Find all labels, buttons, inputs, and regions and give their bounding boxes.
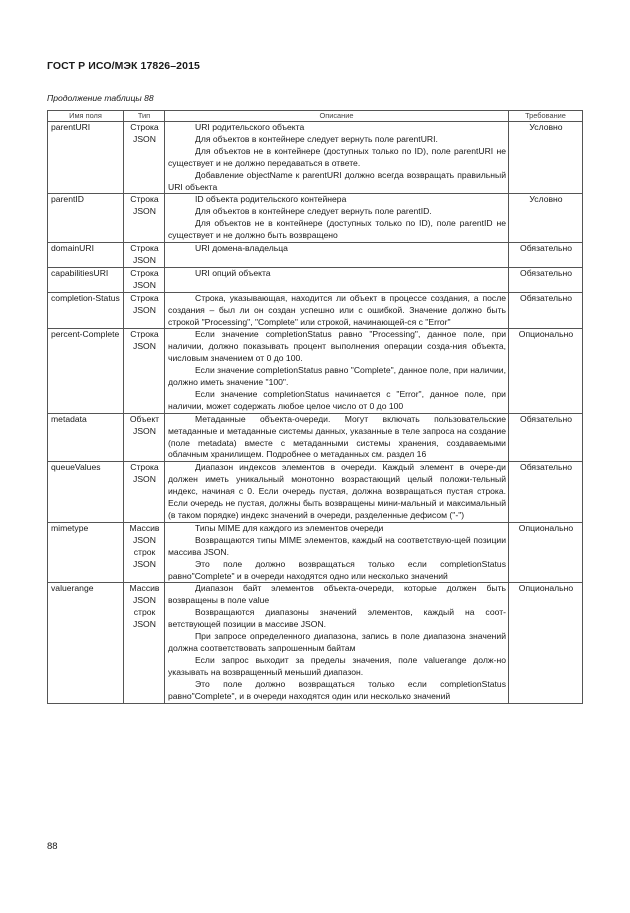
field-description-cell — [165, 329, 509, 413]
field-type-cell — [124, 292, 165, 329]
description-paragraph: Это поле должно возвращаться только если completionStatus равно"Complete", и в очереди находятся один или несколько значений — [168, 678, 506, 701]
type-line: Строка — [130, 122, 159, 132]
field-requirement-cell: Опционально — [509, 522, 583, 583]
description-paragraph: Диапазон индексов элементов в очереди. Каждый элемент в очере-ди должен иметь уникальный монотонно возрастающий целый положи-тельный индекс, начиная с 0. Если очередь пустая, должна возвращаться пустая строка. Если очередь не пустая, должны быть возвращены мини-мальный и максимальный (в таком порядке) индекс значений в очереди, разделенные дефисом ("-") — [168, 462, 506, 520]
type-line: JSON — [133, 474, 156, 485]
description-paragraph: ID объекта родительского контейнера — [195, 194, 347, 205]
description-paragraph: Для объектов в контейнере следует вернуть поле parentURI. — [195, 133, 438, 144]
type-line: JSON — [133, 133, 156, 144]
type-line: JSON — [133, 254, 156, 265]
field-type-cell — [124, 522, 165, 583]
field-description-cell — [165, 194, 509, 243]
table-row — [48, 267, 583, 292]
type-line: строк — [133, 607, 156, 618]
field-requirement-cell: Условно — [509, 194, 583, 243]
type-line: JSON — [133, 558, 156, 569]
field-type-cell — [124, 462, 165, 523]
field-description-cell — [165, 413, 509, 462]
field-description-cell — [165, 522, 509, 583]
description-paragraph: URI родительского объекта — [195, 122, 305, 132]
type-line: Строка — [130, 292, 159, 303]
table-row — [48, 194, 583, 243]
type-line: Массив — [129, 583, 160, 594]
type-line: Строка — [130, 267, 159, 278]
description-paragraph: Типы MIME для каждого из элементов очереди — [195, 522, 384, 533]
description-paragraph: При запросе определенного диапазона, запись в поле диапазона значений должна соответствовать запрошенным байтам — [168, 631, 506, 653]
field-requirement-cell: Обязательно — [509, 292, 583, 329]
table-caption: Продолжение таблицы 88 — [47, 93, 154, 103]
field-requirement-cell: Условно — [509, 122, 583, 194]
column-header-name: Имя поля — [48, 111, 124, 122]
field-description-cell — [165, 462, 509, 523]
field-name-cell: valuerange — [48, 583, 124, 703]
field-name-cell: percent-Complete — [48, 329, 124, 413]
type-line: JSON — [133, 206, 156, 217]
description-paragraph: Если значение completionStatus начинается с "Error", данное поле, при наличии, может содержать любое целое число от 0 до 100 — [168, 388, 506, 411]
field-name-cell: capabilitiesURI — [48, 267, 124, 292]
type-line: JSON — [133, 619, 156, 630]
table-row — [48, 462, 583, 523]
description-paragraph: Для объектов в контейнере следует вернуть поле parentID. — [195, 206, 432, 217]
field-name-cell: metadata — [48, 413, 124, 462]
description-paragraph: Для объектов не в контейнере (доступных только по ID), поле parentID не существует и не должно быть возвращено — [168, 218, 506, 241]
field-name-cell: queueValues — [48, 462, 124, 523]
description-paragraph: Если значение completionStatus равно "Complete", данное поле, при наличии, должно иметь значение "100". — [168, 365, 506, 388]
table-row — [48, 243, 583, 268]
field-description-cell — [165, 122, 509, 194]
field-requirement-cell: Опционально — [509, 583, 583, 703]
table-row — [48, 583, 583, 703]
type-line: JSON — [133, 341, 156, 352]
field-name-cell: completion-Status — [48, 292, 124, 329]
field-type-cell — [124, 329, 165, 413]
column-header-description: Описание — [165, 111, 509, 122]
description-paragraph: URI домена-владельца — [195, 243, 288, 254]
description-paragraph: Метаданные объекта-очереди. Могут включать пользовательские метаданные и метаданные системы данных, указанные в теле запроса на создание (поле metadata) вместе с метаданными системы хранения, создаваемыми облачным хранилищем. Подробнее о метаданных см. раздел 16 — [168, 413, 506, 460]
type-line: строк — [133, 546, 156, 557]
field-name-cell: parentURI — [48, 122, 124, 194]
field-type-cell — [124, 194, 165, 243]
type-line: JSON — [133, 595, 156, 606]
description-paragraph: Строка, указывающая, находится ли объект в процессе создания, а после создания – был ли он создан успешно или с ошибкой. Значение должно быть строкой "Processing", "Complete" или строкой, начинающей-ся с "Error" — [168, 292, 506, 327]
field-requirement-cell: Обязательно — [509, 267, 583, 292]
type-line: JSON — [133, 304, 156, 315]
table-row — [48, 413, 583, 462]
type-line: JSON — [133, 534, 156, 545]
type-line: Строка — [130, 194, 159, 205]
field-requirement-cell: Обязательно — [509, 413, 583, 462]
type-line: JSON — [133, 425, 156, 436]
description-paragraph: URI опций объекта — [195, 267, 271, 278]
description-paragraph: Если запрос выходит за пределы значения, поле valuerange долж-но указывать на возвращенный меньший диапазон. — [168, 654, 506, 677]
table-body — [48, 122, 583, 704]
field-name-cell: domainURI — [48, 243, 124, 268]
field-requirement-cell: Опционально — [509, 329, 583, 413]
field-description-cell — [165, 292, 509, 329]
type-line: JSON — [133, 279, 156, 290]
field-description-cell — [165, 583, 509, 703]
document-header: ГОСТ Р ИСО/МЭК 17826–2015 — [47, 60, 200, 72]
description-paragraph: Возвращаются типы MIME элементов, каждый на соответствую-щей позиции массива JSON. — [168, 534, 506, 557]
description-paragraph: Для объектов не в контейнере (доступных только по ID), поле parentURI не существует и не должно передаваться в ответе. — [168, 145, 506, 168]
field-requirement-cell: Обязательно — [509, 462, 583, 523]
type-line: Строка — [130, 329, 159, 340]
description-paragraph: Возвращаются диапазоны значений элементов, каждый на соот-ветствующей позиции в массиве JSON. — [168, 607, 506, 630]
column-header-requirement: Требование — [509, 111, 583, 122]
field-name-cell: parentID — [48, 194, 124, 243]
table-row — [48, 329, 583, 413]
type-line: Массив — [129, 522, 160, 533]
field-type-cell — [124, 267, 165, 292]
page-number: 88 — [47, 841, 58, 852]
table-row — [48, 122, 583, 194]
description-paragraph: Добавление objectName к parentURI должно всегда возвращать правильный URI объекта — [168, 169, 506, 192]
description-paragraph: Диапазон байт элементов объекта-очереди, которые должен быть возвращены в поле value — [168, 583, 506, 606]
column-header-type: Тип — [124, 111, 165, 122]
field-description-cell — [165, 243, 509, 268]
field-type-cell — [124, 122, 165, 194]
field-type-cell — [124, 413, 165, 462]
type-line: Объект — [129, 413, 160, 424]
field-name-cell: mimetype — [48, 522, 124, 583]
specification-table — [47, 110, 583, 704]
type-line: Строка — [130, 243, 159, 254]
field-type-cell — [124, 583, 165, 703]
table-row — [48, 522, 583, 583]
description-paragraph: Если значение completionStatus равно "Processing", данное поле, при наличии, должно показывать процент выполнения операции созда-ния объекта, числовым значением от 0 до 100. — [168, 329, 506, 364]
type-line: Строка — [130, 462, 159, 473]
field-description-cell — [165, 267, 509, 292]
description-paragraph: Это поле должно возвращаться только если completionStatus равно"Complete" и в очереди находятся одно или несколько значений — [168, 558, 506, 581]
field-requirement-cell: Обязательно — [509, 243, 583, 268]
field-type-cell — [124, 243, 165, 268]
table-header-row — [48, 111, 583, 122]
table-row — [48, 292, 583, 329]
